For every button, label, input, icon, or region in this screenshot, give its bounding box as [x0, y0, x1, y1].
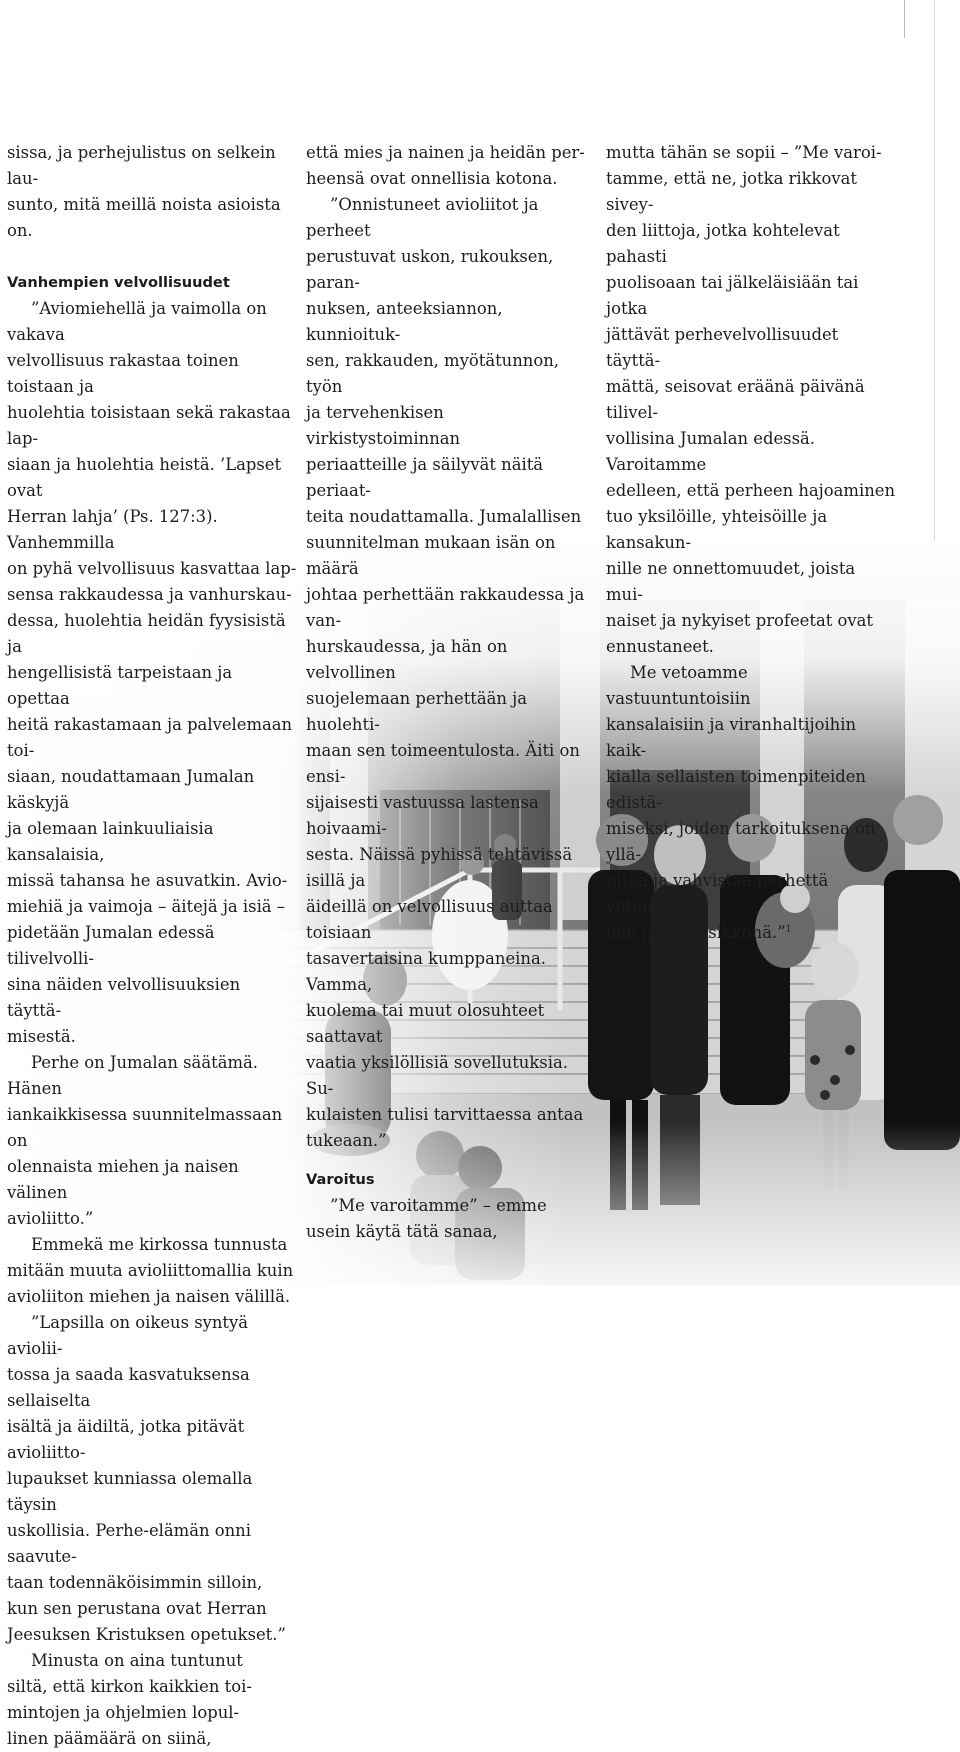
- paragraph-appeal: Me vetoamme vastuuntuntoisiin kansalaisiin ja viranhaltijoihin kaik- kialla sellaisten toimenpiteiden edistä- miseksi, joiden tarkoituksena on yllä- pitää ja vahvistaa perhettä yhteiskun- nan perusyksikkönä.”$^1$: [606, 663, 876, 942]
- paragraph-family-ordained: Perhe on Jumalan säätämä. Hänen iankaikkisessa suunnitelmassaan on olennaista miehen ja naisen välinen avioliitto.”: [7, 1053, 283, 1228]
- paragraph-successful-marriages: ”Onnistuneet avioliitot ja perheet perustuvat uskon, rukouksen, paran- nuksen, anteeksiannon, kunnioituk- sen, rakkauden, myötätunnon, työn ja tervehenkisen virkistystoiminnan periaatteille ja säilyvät näitä periaat- teita noudattamalla. Jumalallisen suunnitelman mukaan isän on määrä johtaa perhettään rakkaudessa ja van- hurskaudessa, ja hän on velvollinen suojelemaan perhettään ja huolehti- maan sen toimeentulosta. Äiti on ensi- sijaisesti vastuussa lastensa hoivaami- sesta. Näissä pyhissä tehtävissä isillä ja äideillä on velvollisuus auttaa toisiaan tasavertaisina kumppaneina. Vamma, kuolema tai muut olosuhteet saattavat vaatia yksilöllisiä sovellutuksia. Su- kulaisten tulisi tarvittaessa antaa tukeaan.”: [306, 195, 585, 1150]
- footnote-marker[interactable]: 1: [785, 924, 792, 935]
- crop-mark-right: [934, 0, 935, 560]
- paragraph-warning-continued: mutta tähän se sopii – ”Me varoi- tamme, että ne, jotka rikkovat sivey- den liittoja, jotka kohtelevat pahasti puolisoaan tai jälkeläisiään tai jotka jättävät perhevelvollisuudet täyttä- mättä, seisovat eräänä päivänä tilivel- vollisina Jumalan edessä. Varoitamme edelleen, että perheen hajoaminen tuo yksilöille, yhteisöille ja kansakun- nille ne onnettomuudet, joista mui- naiset ja nykyiset profeetat ovat ennustaneet.: [606, 143, 896, 656]
- text-line: sunto, mitä meillä noista asioista on.: [7, 195, 281, 240]
- section-heading-parents: Vanhempien velvollisuudet: [7, 274, 230, 291]
- paragraph-warning: ”Me varoitamme” – emme usein käytä tätä sanaa,: [306, 1196, 547, 1241]
- section-heading-warning: Varoitus: [306, 1171, 375, 1188]
- paragraph-marriage-model: Emmekä me kirkossa tunnusta mitään muuta avioliittomallia kuin avioliiton miehen ja naisen välillä.: [7, 1235, 294, 1306]
- paragraph-duties: ”Aviomiehellä ja vaimolla on vakava velvollisuus rakastaa toinen toistaan ja huolehtia toisistaan sekä rakastaa lap- siaan ja huolehtia heistä. ’Lapset ovat Herran lahja’ (Ps. 127:3). Vanhemmilla on pyhä velvollisuus kasvattaa lap- sensa rakkaudessa ja vanhurskau- dessa, huolehtia heidän fyysisistä ja hengellisistä tarpeistaan ja opettaa heitä rakastamaan ja palvelemaan toi- siaan, noudattamaan Jumalan käskyjä ja olemaan lainkuuliaisia kansalaisia, missä tahansa he asuvatkin. Avio- miehiä ja vaimoja – äitejä ja isiä – pidetään Jumalan edessä tilivelvolli- sina näiden velvollisuuksien täyttä- misestä.: [7, 299, 297, 1046]
- text-column-2: [306, 140, 591, 1245]
- text-line: että mies ja nainen ja heidän per-: [306, 143, 585, 162]
- paragraph-children-rights: ”Lapsilla on oikeus syntyä aviolii- tossa ja saada kasvatuksensa sellaiselta isältä ja äidiltä, jotka pitävät avioliitto- lupaukset kunniassa olemalla täysin uskollisia. Perhe-elämän onni saavute- taan todennäköisimmin silloin, kun sen perustana ovat Herran Jeesuksen Kristuksen opetukset.”: [7, 1313, 286, 1644]
- text-line: sissa, ja perhejulistus on selkein lau-: [7, 143, 276, 188]
- text-column-3: [606, 140, 896, 946]
- crop-mark-top: [904, 0, 905, 38]
- text-line: heensä ovat onnellisia kotona.: [306, 169, 558, 188]
- text-column-1: [7, 140, 299, 1752]
- paragraph-church-purpose: Minusta on aina tuntunut siltä, että kirkon kaikkien toi- mintojen ja ohjelmien lopul- linen päämäärä on siinä,: [7, 1651, 252, 1748]
